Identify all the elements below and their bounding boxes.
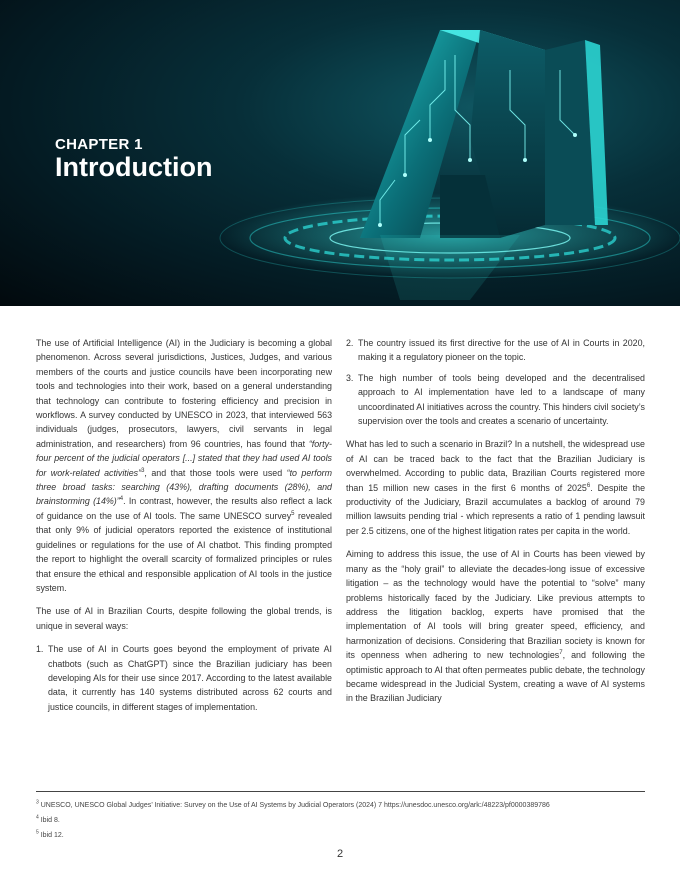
footnote-ref-4[interactable]: 4	[119, 496, 124, 503]
list-item-number: 3.	[346, 372, 354, 383]
list-item-text: The country issued its first directive for the use of AI in Courts in 2020, making it a regulatory pioneer on the topic.	[358, 338, 645, 363]
footnotes	[36, 798, 645, 843]
brazil-features-list-continued	[346, 336, 645, 428]
left-text-column	[36, 336, 332, 723]
chapter-label: CHAPTER 1	[55, 136, 143, 153]
footnote-5: $^5$ Ibid 12.	[36, 829, 64, 839]
footnote-ref-6[interactable]: 6	[586, 482, 591, 489]
footnote-ref-5[interactable]: 5	[291, 510, 295, 517]
right-text-column	[346, 336, 645, 715]
list-item-text: The use of AI in Courts goes beyond the employment of private AI chatbots (such as ChatGPT) since the Brazilian judiciary has been developing AIs for their use since 2017. According to the latest available data, it currently has 140 systems distributed across 62 courts and justice councils, in different stages of implementation.	[48, 644, 332, 712]
list-item	[36, 642, 332, 714]
list-item-number: 2.	[346, 338, 354, 348]
list-item-number: 1.	[36, 644, 44, 655]
survey-quote-1: “forty-four percent of the judicial operators [...] stated that they had used AI tools for work-related activities”	[36, 438, 332, 478]
footnote-text[interactable]: UNESCO, UNESCO Global Judges’ Initiative: Survey on the Use of AI Systems by Judicial Operators (2024) 7 https://unesdoc.unesco.org/ark:/48223/pf0000389786	[40, 802, 550, 809]
intro-paragraph: The use of Artificial Intelligence (AI) in the Judiciary is becoming a global phenomenon. Across several jurisdictions, Justices, Judges, and various members of the courts and justice councils have been incorporating new tools and technologies into their work, based on a general understanding that technology can contribute to fostering efficiency and precision in workflows. A survey conducted by UNESCO in 2023, that interviewed 563 individuals (judges, prosecutors, lawyers, civil servants in legal administration, and researchers) from 96 countries, has found that “forty-four percent of the judicial operators [...] stated that they had used AI tools for work-related activities”$^3$, and that those tools were used “to perform three broad tasks: searching (43%), drafting documents (28%), and brainstorming (14%)”$^4$. In contrast, however, the results also reflect a lack of guidance on the use of AI tools. The same UNESCO survey$^5$ revealed that only 9% of judicial operators reported the existence of institutional guidelines or regulations for the use of AI chatbot. This finding prompted the report to highlight the overall scarcity of formalized principles or rules that ensure the ethical and responsible application of AI tools in the justice system.	[36, 338, 332, 593]
footnote-text: Ibid 8.	[40, 817, 60, 824]
footnote-divider	[36, 791, 645, 792]
chapter-hero-banner	[0, 0, 680, 306]
holy-grail-paragraph: Aiming to address this issue, the use of AI in Courts has been viewed by many as the “holy grail” to alleviate the decades-long issue of excessive litigation – as the technology would have the potential to “solve” many problems historically faced by the Judiciary. Like previous attempts to address the litigation backlog, experts have promised that the implementation of AI tools will bring greater speed, efficiency, and harmonization of decisions. Considering that Brazilian society is known for its openness when adhering to new technologies$^7$, and following the optimistic approach to AI that often permeates public debate, the technology became widespread in the Judicial System, creating a wave of AI systems in the Brazilian Judiciary	[346, 549, 645, 704]
list-item	[346, 371, 645, 429]
footnote-ref-7[interactable]: 7	[559, 650, 563, 657]
survey-quote-2: “to perform three broad tasks: searching (43%), drafting documents (28%), and brainstorming (14%)”	[36, 467, 332, 507]
brazil-features-list	[36, 642, 332, 714]
brazil-intro-paragraph: The use of AI in Brazilian Courts, despite following the global trends, is unique in several ways:	[36, 606, 332, 631]
footnote-4: $^4$ Ibid 8.	[36, 814, 60, 824]
footnote-3: $^3$ UNESCO, UNESCO Global Judges’ Initiative: Survey on the Use of AI Systems by Judicial Operators (2024) 7 https://unesdoc.unesco.org/ark:/48223/pf0000389786	[36, 799, 550, 809]
footnote-text: Ibid 12.	[40, 832, 64, 839]
scenario-paragraph: What has led to such a scenario in Brazil? In a nutshell, the widespread use of AI can be traced back to the fact that the Brazilian Judiciary is overwhelmed. According to public data, Brazilian Courts registered more than 15 million new cases in the first 6 months of 2025$^6$. Despite the productivity of the Judiciary, Brazil accumulates a backlog of around 79 million lawsuits pending trial - which represents a ratio of 1 pending lawsuit per 2.5 citizens, one of the highest litigation rates per capita in the world.	[346, 439, 645, 536]
chapter-title: Introduction	[55, 152, 213, 182]
page-number: 2	[336, 848, 344, 860]
list-item-text: The high number of tools being developed and the decentralised approach to AI implementation have led to a landscape of many uncoordinated AI initiatives across the country. This hinders civil society’s supervision over the tools and creates a scenario of uncertainty.	[358, 372, 645, 427]
footnote-ref-3[interactable]: 3	[141, 467, 145, 474]
list-item	[346, 336, 645, 365]
